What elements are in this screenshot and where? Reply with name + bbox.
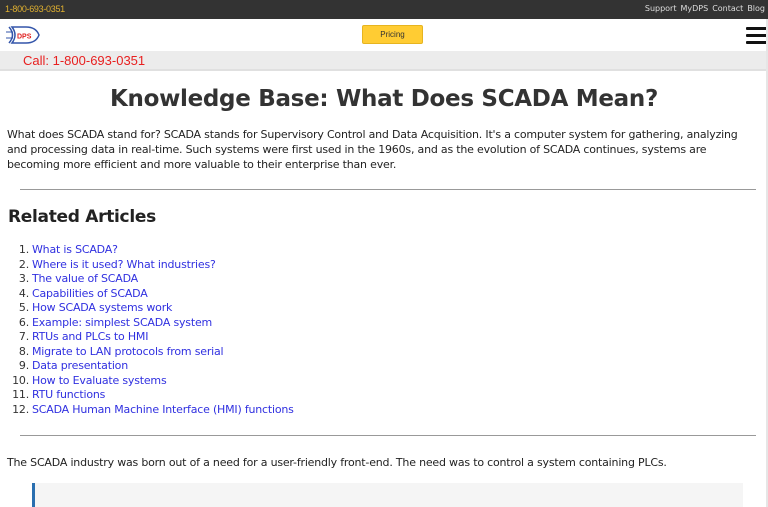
list-item: 1. What is SCADA? <box>18 243 118 256</box>
hamburger-icon[interactable] <box>746 27 768 45</box>
related-articles-heading: Related Articles <box>8 207 156 227</box>
list-item: 5. How SCADA systems work <box>18 301 173 314</box>
blog-link[interactable]: Blog <box>747 4 765 13</box>
article-link[interactable]: Capabilities of SCADA <box>32 286 148 300</box>
topbar-links <box>645 4 765 13</box>
article-link[interactable]: The value of SCADA <box>32 272 138 285</box>
page-title: Knowledge Base: What Does SCADA Mean? <box>109 86 659 112</box>
call-phone-link[interactable]: Call: 1-800-693-0351 <box>23 53 146 68</box>
call-bar <box>0 51 768 71</box>
list-item: 2. Where is it used? What industries? <box>18 257 216 271</box>
article-link[interactable]: What is SCADA? <box>32 243 118 256</box>
blockquote <box>32 483 743 507</box>
list-item: 10. How to Evaluate systems <box>12 373 167 387</box>
article-link[interactable]: RTU functions <box>32 388 106 401</box>
article-link[interactable]: Where is it used? What industries? <box>32 257 216 271</box>
list-item: 6. Example: simplest SCADA system <box>18 315 213 329</box>
list-item: 9. Data presentation <box>18 359 128 372</box>
list-item: 4. Capabilities of SCADA <box>18 286 148 300</box>
navbar <box>0 19 768 51</box>
divider <box>20 189 756 190</box>
mydps-link[interactable]: MyDPS <box>680 4 709 13</box>
article-link[interactable]: Migrate to LAN protocols from serial <box>32 344 224 358</box>
dps-logo[interactable] <box>6 25 40 45</box>
pricing-button[interactable]: Pricing <box>362 25 423 44</box>
article-link[interactable]: How SCADA systems work <box>32 301 173 314</box>
article-link[interactable]: Data presentation <box>32 359 128 372</box>
topbar-phone[interactable]: 1-800-693-0351 <box>5 4 65 14</box>
divider <box>20 435 756 436</box>
related-articles-list <box>8 243 294 417</box>
article-link[interactable]: How to Evaluate systems <box>32 373 167 387</box>
list-item: 8. Migrate to LAN protocols from serial <box>18 344 224 358</box>
intro-paragraph: What does SCADA stand for? SCADA stands for Supervisory Control and Data Acquisition. It's a computer system for gathering, analyzing and processing data in real-time. Such systems were first used in the 1960s, and as the evolution of SCADA continues, systems are becoming more efficient and more valuable to their enterprise than ever. <box>7 128 738 171</box>
logo-icon <box>6 25 40 45</box>
article-link[interactable]: RTUs and PLCs to HMI <box>32 330 149 343</box>
top-bar <box>0 0 768 19</box>
body-paragraph: The SCADA industry was born out of a need for a user-friendly front-end. The need was to control a system containing PLCs. <box>7 456 667 469</box>
svg-text:DPS: DPS <box>17 33 32 41</box>
article-link[interactable]: Example: simplest SCADA system <box>32 315 213 329</box>
article-link[interactable]: SCADA Human Machine Interface (HMI) functions <box>32 402 294 416</box>
list-item: 12. SCADA Human Machine Interface (HMI) functions <box>12 402 294 416</box>
list-item: 7. RTUs and PLCs to HMI <box>18 330 149 343</box>
support-link[interactable]: Support <box>644 4 677 13</box>
list-item: 11. RTU functions <box>12 388 106 401</box>
contact-link[interactable]: Contact <box>712 4 744 13</box>
list-item: 3. The value of SCADA <box>18 272 138 285</box>
